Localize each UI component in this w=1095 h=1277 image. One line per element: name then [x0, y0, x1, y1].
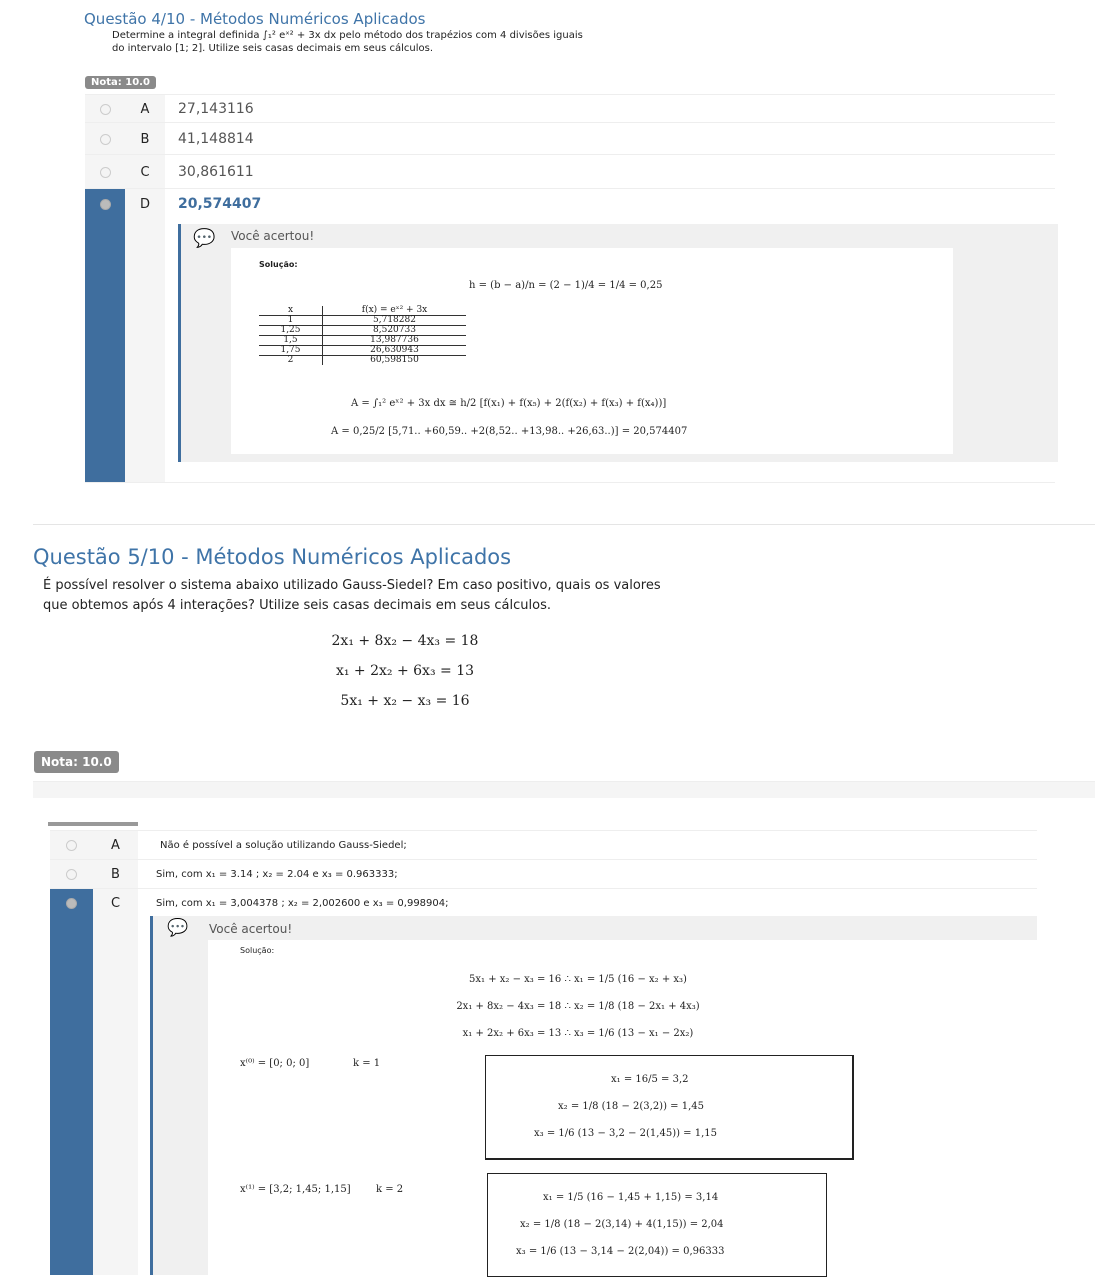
initial-vector: x⁽⁰⁾ = [0; 0; 0] [240, 1058, 310, 1069]
question-text-line: Determine a integral definida ∫₁² eˣ² + 3x dx pelo método dos trapézios com 4 divisões iguais [112, 30, 583, 41]
area-formula: A = ∫₁² eˣ² + 3x dx ≅ h/2 [f(x₁) + f(x₅) + 2(f(x₂) + f(x₃) + f(x₄))] [351, 398, 667, 409]
table-row: 1,75 26,630943 [259, 346, 466, 356]
option-letter: A [111, 838, 120, 853]
table-row: 1,5 13,987736 [259, 336, 466, 346]
grade-badge: Nota: 10.0 [85, 76, 156, 89]
equation: x₂ = 1/8 (18 − 2(3,14) + 4(1,15)) = 2,04 [520, 1219, 724, 1230]
separator-bar [33, 781, 1095, 798]
equation: 5x₁ + x₂ − x₃ = 16 [340, 693, 470, 709]
question-text-line: do intervalo [1; 2]. Utilize seis casas decimais em seus cálculos. [112, 43, 434, 54]
option-d[interactable] [85, 188, 1055, 219]
option-letter: B [111, 867, 120, 882]
equation-system [300, 626, 510, 716]
comment-icon: 💬 [193, 228, 216, 249]
feedback-message: Você acertou! [231, 229, 315, 243]
table-header: f(x) = eˣ² + 3x [323, 306, 467, 316]
equation: x₁ + 2x₂ + 6x₃ = 13 [335, 663, 475, 679]
equation: 2x₁ + 8x₂ − 4x₃ = 18 ∴ x₂ = 1/8 (18 − 2x₁ + 4x₃) [456, 1001, 700, 1012]
option-letter: C [110, 895, 121, 911]
option-value: Não é possível a solução utilizando Gauss-Siedel; [160, 840, 407, 851]
area-result: A = 0,25/2 [5,71.. +60,59.. +2(8,52.. +13,98.. +26,63..)] = 20,574407 [331, 426, 688, 437]
option-value: 27,143116 [178, 101, 254, 117]
option-value: Sim, com x₁ = 3,004378 ; x₂ = 2,002600 e x₃ = 0,998904; [156, 897, 449, 909]
radio-icon[interactable] [100, 104, 111, 115]
radio-icon[interactable] [100, 199, 111, 210]
radio-icon[interactable] [66, 869, 77, 880]
function-table [259, 306, 466, 365]
option-a[interactable] [50, 830, 1037, 860]
question-5-title: Questão 5/10 - Métodos Numéricos Aplicados [33, 545, 512, 569]
question-4-text [112, 29, 583, 55]
radio-icon[interactable] [100, 134, 111, 145]
question-text-line: É possível resolver o sistema abaixo utilizado Gauss-Siedel? Em caso positivo, quais os valores [43, 578, 661, 593]
vector-k1: x⁽¹⁾ = [3,2; 1,45; 1,15] [240, 1184, 351, 1195]
option-letter: D [139, 196, 150, 212]
option-c[interactable] [85, 154, 1055, 189]
question-5-options [50, 830, 1037, 1275]
question-4-title: Questão 4/10 - Métodos Numéricos Aplicados [84, 10, 426, 28]
solution-box [231, 248, 953, 454]
option-b[interactable] [85, 122, 1055, 155]
selected-indicator [50, 888, 93, 1275]
selected-indicator [85, 188, 125, 482]
option-a[interactable] [85, 94, 1055, 123]
option-letter: B [140, 131, 150, 147]
radio-icon[interactable] [66, 898, 77, 909]
option-value: 41,148814 [178, 131, 254, 147]
solution-label: Solução: [240, 946, 275, 955]
iteration-1-box [485, 1055, 854, 1160]
equation: x₃ = 1/6 (13 − 3,14 − 2(2,04)) = 0,96333 [516, 1246, 725, 1257]
table-row: 1,25 8,520733 [259, 326, 466, 336]
radio-icon[interactable] [100, 167, 111, 178]
question-5-text [43, 576, 661, 616]
question-4-options [85, 94, 1055, 483]
divider [48, 822, 138, 826]
equation: x₁ = 1/5 (16 − 1,45 + 1,15) = 3,14 [543, 1192, 719, 1203]
option-value: 30,861611 [178, 164, 254, 180]
equation: 2x₁ + 8x₂ − 4x₃ = 18 [331, 633, 479, 649]
equation: x₁ = 16/5 = 3,2 [611, 1074, 689, 1085]
option-value: 20,574407 [178, 196, 262, 212]
option-b[interactable] [50, 859, 1037, 889]
divider [33, 524, 1095, 525]
solution-label: Solução: [259, 260, 298, 269]
comment-icon: 💬 [167, 918, 189, 938]
iteration-2-box [487, 1173, 827, 1277]
feedback-message: Você acertou! [209, 922, 293, 936]
option-c[interactable] [50, 888, 1037, 917]
equation: x₂ = 1/8 (18 − 2(3,2)) = 1,45 [558, 1101, 704, 1112]
iteration-label: k = 1 [353, 1058, 381, 1069]
radio-icon[interactable] [66, 840, 77, 851]
table-header: x [259, 306, 323, 316]
option-letter: C [140, 164, 150, 180]
table-row: 2 60,598150 [259, 356, 466, 366]
table-row: 1 5,718282 [259, 316, 466, 326]
equation: 5x₁ + x₂ − x₃ = 16 ∴ x₁ = 1/5 (16 − x₂ + x₃) [469, 974, 687, 985]
option-letter: A [140, 101, 150, 117]
step-size-equation: h = (b − a)/n = (2 − 1)/4 = 1/4 = 0,25 [469, 280, 663, 291]
solution-box [208, 940, 1037, 1275]
iteration-equations [358, 966, 798, 1047]
grade-badge: Nota: 10.0 [34, 751, 119, 773]
option-value: Sim, com x₁ = 3.14 ; x₂ = 2.04 e x₃ = 0.963333; [156, 869, 398, 880]
equation: x₃ = 1/6 (13 − 3,2 − 2(1,45)) = 1,15 [534, 1128, 717, 1139]
iteration-label: k = 2 [376, 1184, 404, 1195]
equation: x₁ + 2x₂ + 6x₃ = 13 ∴ x₃ = 1/6 (13 − x₁ − 2x₂) [462, 1028, 694, 1039]
feedback-panel [178, 224, 1058, 462]
question-text-line: que obtemos após 4 interações? Utilize seis casas decimais em seus cálculos. [43, 598, 551, 613]
feedback-panel [150, 916, 1037, 1275]
